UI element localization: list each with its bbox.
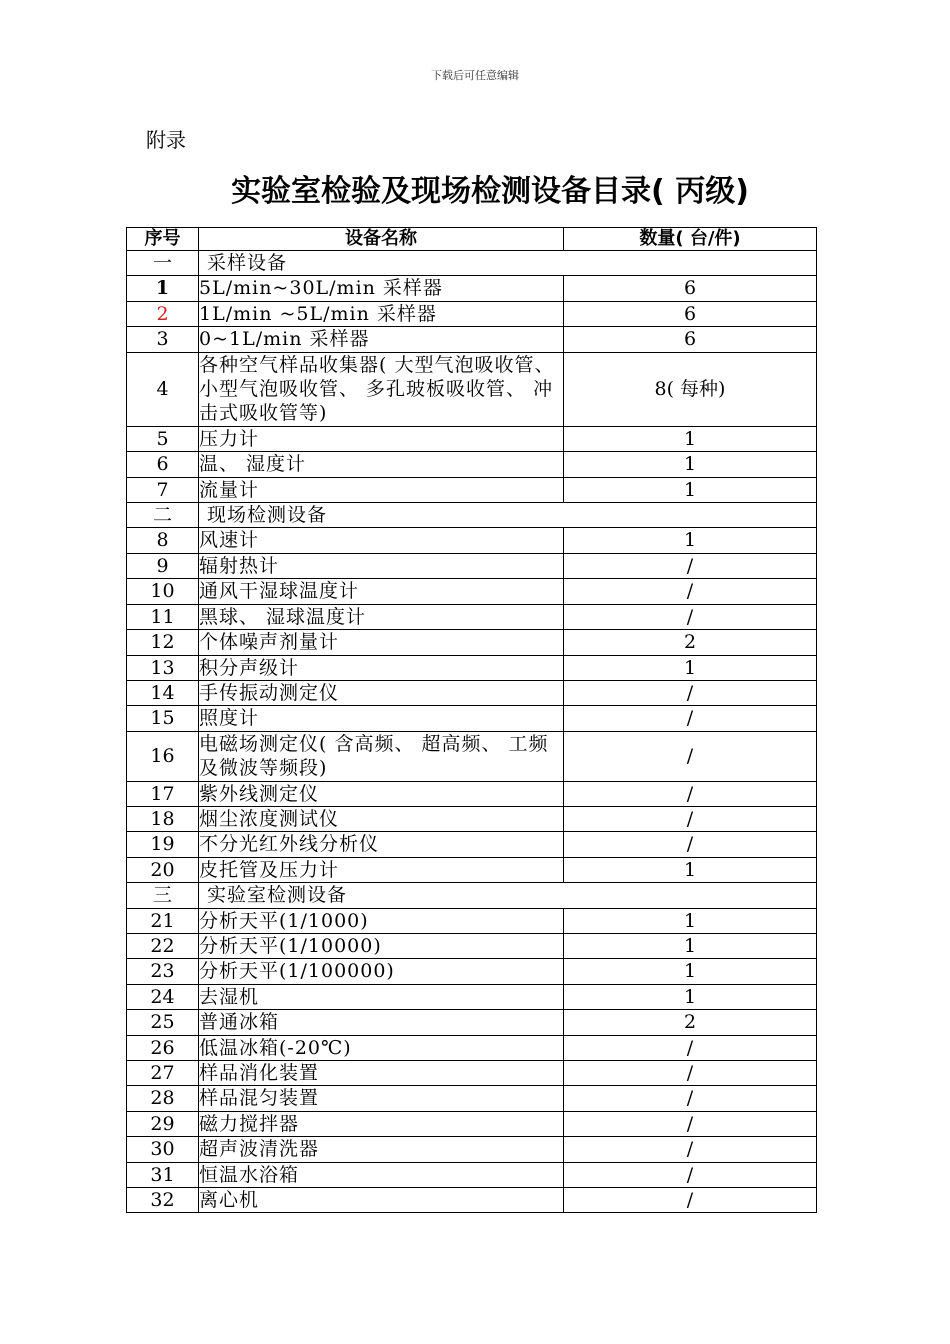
equipment-quantity: / [564,1162,817,1187]
equipment-name: 低温冰箱(-20℃) [199,1035,564,1060]
row-number: 11 [127,604,199,629]
row-number: 17 [127,781,199,806]
equipment-quantity: 2 [564,630,817,655]
table-body [127,251,817,1213]
section-title: 实验室检测设备 [199,883,817,908]
table-row [127,1010,817,1035]
equipment-quantity: / [564,1111,817,1136]
header-note: 下载后可任意编辑 [431,69,519,82]
equipment-quantity: / [564,832,817,857]
row-number: 26 [127,1035,199,1060]
equipment-quantity: 6 [564,327,817,352]
section-row [127,251,817,276]
table-row [127,832,817,857]
equipment-name: 电磁场测定仪( 含高频、 超高频、 工频及微波等频段) [199,731,564,781]
row-number: 3 [127,327,199,352]
equipment-quantity: 1 [564,655,817,680]
equipment-name: 离心机 [199,1188,564,1213]
section-title: 现场检测设备 [199,503,817,528]
equipment-quantity: / [564,781,817,806]
row-number: 2 [127,301,199,326]
section-row [127,503,817,528]
equipment-name: 分析天平(1/100000) [199,959,564,984]
equipment-quantity: / [564,1086,817,1111]
row-number: 29 [127,1111,199,1136]
section-number: 一 [127,251,199,276]
equipment-name: 积分声级计 [199,655,564,680]
equipment-name: 辐射热计 [199,553,564,578]
equipment-quantity: 2 [564,1010,817,1035]
equipment-name: 流量计 [199,477,564,502]
equipment-quantity: 1 [564,857,817,882]
header-no: 序号 [127,228,199,251]
table-row [127,731,817,781]
equipment-name: 恒温水浴箱 [199,1162,564,1187]
table-header-row [127,228,817,251]
row-number: 10 [127,579,199,604]
row-number: 21 [127,908,199,933]
table-row [127,1137,817,1162]
table-row [127,959,817,984]
section-title: 采样设备 [199,251,817,276]
table-row [127,781,817,806]
equipment-name: 分析天平(1/10000) [199,933,564,958]
equipment-name: 0~1L/min 采样器 [199,327,564,352]
table-row [127,579,817,604]
table-row [127,908,817,933]
table-row [127,426,817,451]
equipment-quantity: 6 [564,301,817,326]
table-row [127,984,817,1009]
table-row [127,1061,817,1086]
row-number: 28 [127,1086,199,1111]
equipment-quantity: / [564,1188,817,1213]
table-row [127,327,817,352]
table-row [127,706,817,731]
equipment-quantity: 1 [564,452,817,477]
row-number: 5 [127,426,199,451]
equipment-quantity: 1 [564,477,817,502]
equipment-name: 烟尘浓度测试仪 [199,806,564,831]
equipment-name: 磁力搅拌器 [199,1111,564,1136]
row-number: 15 [127,706,199,731]
section-row [127,883,817,908]
row-number: 20 [127,857,199,882]
equipment-quantity: 1 [564,908,817,933]
equipment-name: 普通冰箱 [199,1010,564,1035]
equipment-name: 5L/min~30L/min 采样器 [199,276,564,301]
section-number: 三 [127,883,199,908]
equipment-name: 去湿机 [199,984,564,1009]
table-row [127,857,817,882]
table-row [127,655,817,680]
equipment-name: 手传振动测定仪 [199,680,564,705]
equipment-name: 黑球、 湿球温度计 [199,604,564,629]
equipment-quantity: / [564,604,817,629]
equipment-name: 各种空气样品收集器( 大型气泡吸收管、 小型气泡吸收管、 多孔玻板吸收管、 冲击式吸收管等) [199,352,564,426]
table-row [127,352,817,426]
equipment-quantity: / [564,731,817,781]
row-number: 4 [127,352,199,426]
equipment-quantity: / [564,806,817,831]
equipment-quantity: 1 [564,933,817,958]
row-number: 27 [127,1061,199,1086]
row-number: 19 [127,832,199,857]
equipment-name: 通风干湿球温度计 [199,579,564,604]
header-name: 设备名称 [199,228,564,251]
table-row [127,630,817,655]
table-row [127,452,817,477]
row-number: 30 [127,1137,199,1162]
equipment-name: 压力计 [199,426,564,451]
equipment-name: 不分光红外线分析仪 [199,832,564,857]
row-number: 14 [127,680,199,705]
table-row [127,1035,817,1060]
table-row [127,553,817,578]
table-row [127,276,817,301]
table-row [127,1086,817,1111]
equipment-quantity: 6 [564,276,817,301]
table-row [127,806,817,831]
appendix-label: 附录 [146,128,186,152]
equipment-name: 风速计 [199,528,564,553]
equipment-quantity: / [564,1035,817,1060]
row-number: 25 [127,1010,199,1035]
equipment-quantity: 1 [564,528,817,553]
equipment-quantity: / [564,680,817,705]
equipment-table [126,227,817,1213]
row-number: 1 [127,276,199,301]
equipment-name: 紫外线测定仪 [199,781,564,806]
equipment-quantity: 8( 每种) [564,352,817,426]
document-title: 实验室检验及现场检测设备目录( 丙级) [231,174,749,209]
equipment-quantity: / [564,1061,817,1086]
row-number: 12 [127,630,199,655]
row-number: 16 [127,731,199,781]
equipment-name: 样品消化装置 [199,1061,564,1086]
row-number: 31 [127,1162,199,1187]
row-number: 6 [127,452,199,477]
row-number: 23 [127,959,199,984]
header-qty: 数量( 台/件) [564,228,817,251]
table-row [127,477,817,502]
table-row [127,1111,817,1136]
equipment-name: 1L/min ~5L/min 采样器 [199,301,564,326]
row-number: 22 [127,933,199,958]
table-row [127,301,817,326]
table-row [127,680,817,705]
equipment-name: 样品混匀装置 [199,1086,564,1111]
row-number: 32 [127,1188,199,1213]
table-row [127,604,817,629]
equipment-quantity: 1 [564,984,817,1009]
equipment-name: 照度计 [199,706,564,731]
table-row [127,528,817,553]
equipment-quantity: / [564,1137,817,1162]
table-row [127,933,817,958]
table-row [127,1188,817,1213]
equipment-name: 个体噪声剂量计 [199,630,564,655]
row-number: 9 [127,553,199,578]
section-number: 二 [127,503,199,528]
equipment-name: 超声波清洗器 [199,1137,564,1162]
equipment-name: 分析天平(1/1000) [199,908,564,933]
row-number: 13 [127,655,199,680]
row-number: 7 [127,477,199,502]
equipment-quantity: 1 [564,959,817,984]
row-number: 18 [127,806,199,831]
table-row [127,1162,817,1187]
row-number: 24 [127,984,199,1009]
equipment-name: 温、 湿度计 [199,452,564,477]
equipment-quantity: / [564,553,817,578]
equipment-name: 皮托管及压力计 [199,857,564,882]
equipment-quantity: 1 [564,426,817,451]
row-number: 8 [127,528,199,553]
equipment-quantity: / [564,579,817,604]
equipment-quantity: / [564,706,817,731]
